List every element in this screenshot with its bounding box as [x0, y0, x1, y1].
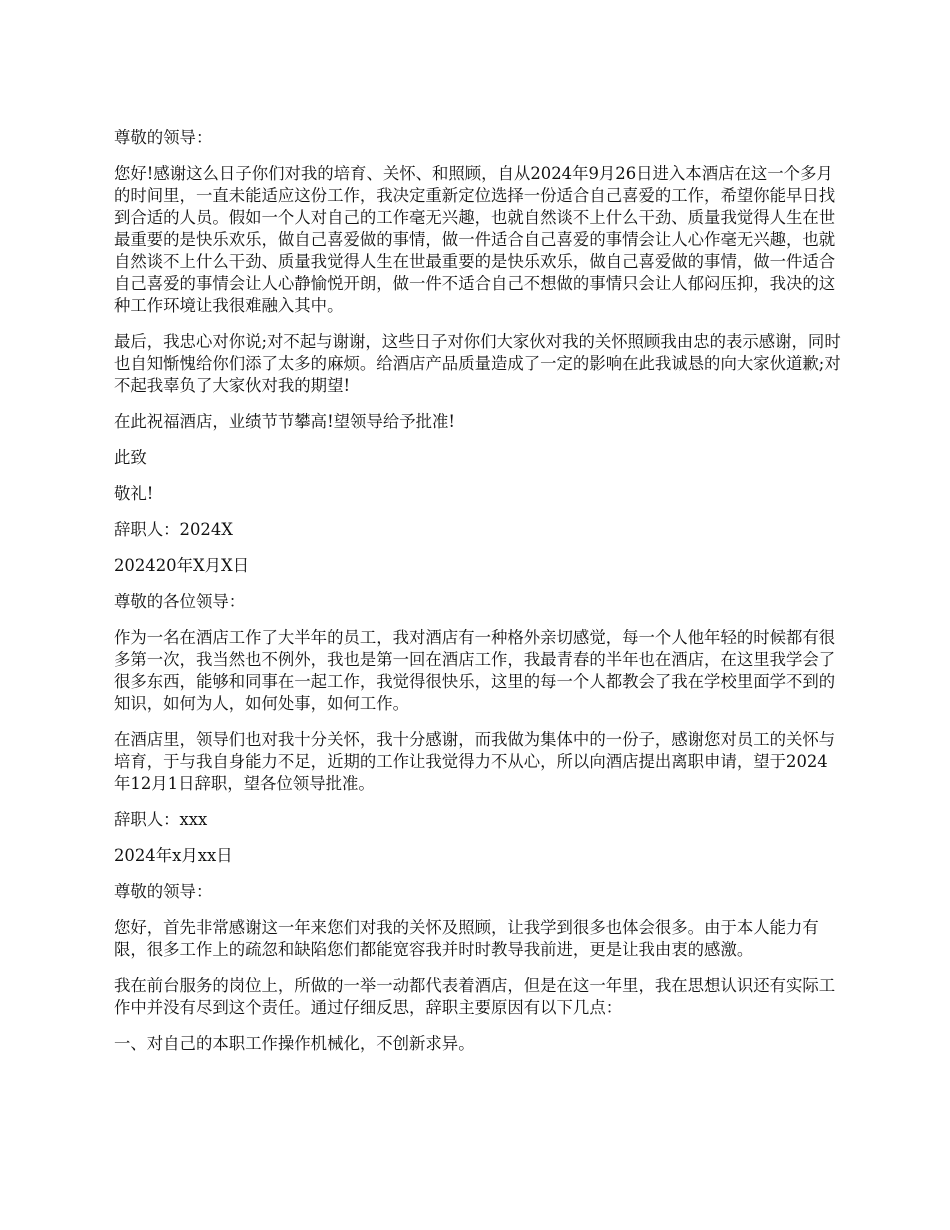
letter-2-body-paragraph-1: 作为一名在酒店工作了大半年的员工，我对酒店有一种格外亲切感觉，每一个人他年轻的时候都有很多第一次，我当然也不例外，我也是第一回在酒店工作，我最青春的半年也在酒店，在这里我学会了很多东西，能够和同事在一起工作，我觉得很快乐，这里的每一个人都教会了我在学校里面学不到的知识，如何为人，如何处事，如何工作。	[114, 628, 836, 713]
letter-2-body-paragraph-2: 在酒店里，领导们也对我十分关怀，我十分感谢，而我做为集体中的一份子，感谢您对员工的关怀与培育，于与我自身能力不足，近期的工作让我觉得力不从心，所以向酒店提出离职申请，望于2024年12月1日辞职，望各位领导批准。	[114, 730, 836, 793]
salutation-1: 尊敬的领导：	[114, 128, 213, 147]
letter-2-signature: 辞职人：xxx	[114, 810, 208, 829]
salutation-2: 尊敬的各位领导：	[114, 592, 246, 611]
letter-2-date: 2024年x月xx日	[114, 846, 233, 865]
letter-1-apology-paragraph: 最后，我忠心对你说;对不起与谢谢，这些日子对你们大家伙对我的关怀照顾我由忠的表示感谢，同时也自知惭愧给你们添了太多的麻烦。给酒店产品质量造成了一定的影响在此我诚恳的向大家伙道歉;对不起我辜负了大家伙对我的期望!	[114, 332, 841, 395]
letter-1-body-paragraph: 您好!感谢这么日子你们对我的培育、关怀、和照顾，自从2024年9月26日进入本酒店在这一个多月的时间里，一直未能适应这份工作，我决定重新定位选择一份适合自己喜爱的工作，希望你能早日找到合适的人员。假如一个人对自己的工作毫无兴趣，也就自然谈不上什么干劲、质量我觉得人生在世最重要的是快乐欢乐，做自己喜爱做的事情，做一件适合自己喜爱的事情会让人心作毫无兴趣，也就自然谈不上什么干劲、质量我觉得人生在世最重要的是快乐欢乐，做自己喜爱做的事情，做一件适合自己喜爱的事情会让人心静愉悦开朗，做一件不适合自己不想做的事情只会让人郁闷压抑，我决的这种工作环境让我很难融入其中。	[114, 164, 836, 315]
letter-1-date: 202420年X月X日	[114, 556, 250, 575]
letter-1-wishes-paragraph: 在此祝福酒店，业绩节节攀高!望领导给予批准!	[114, 412, 455, 431]
letter-3-body-paragraph-1: 您好，首先非常感谢这一年来您们对我的关怀及照顾，让我学到很多也体会很多。由于本人能力有限，很多工作上的疏忽和缺陷您们都能宽容我并时时教导我前进，更是让我由衷的感激。	[114, 918, 819, 959]
letter-1-signature: 辞职人：2024X	[114, 520, 233, 539]
letter-3-reason-1: 一、对自己的本职工作操作机械化，不创新求异。	[114, 1034, 475, 1053]
salutation-3: 尊敬的领导：	[114, 882, 213, 901]
letter-3-body-paragraph-2: 我在前台服务的岗位上，所做的一举一动都代表着酒店，但是在这一年里，我在思想认识还有实际工作中并没有尽到这个责任。通过仔细反思，辞职主要原因有以下几点：	[114, 976, 836, 1017]
closing-jingli: 敬礼!	[114, 484, 154, 503]
document-body	[114, 127, 844, 1069]
closing-cizhi: 此致	[114, 448, 147, 467]
